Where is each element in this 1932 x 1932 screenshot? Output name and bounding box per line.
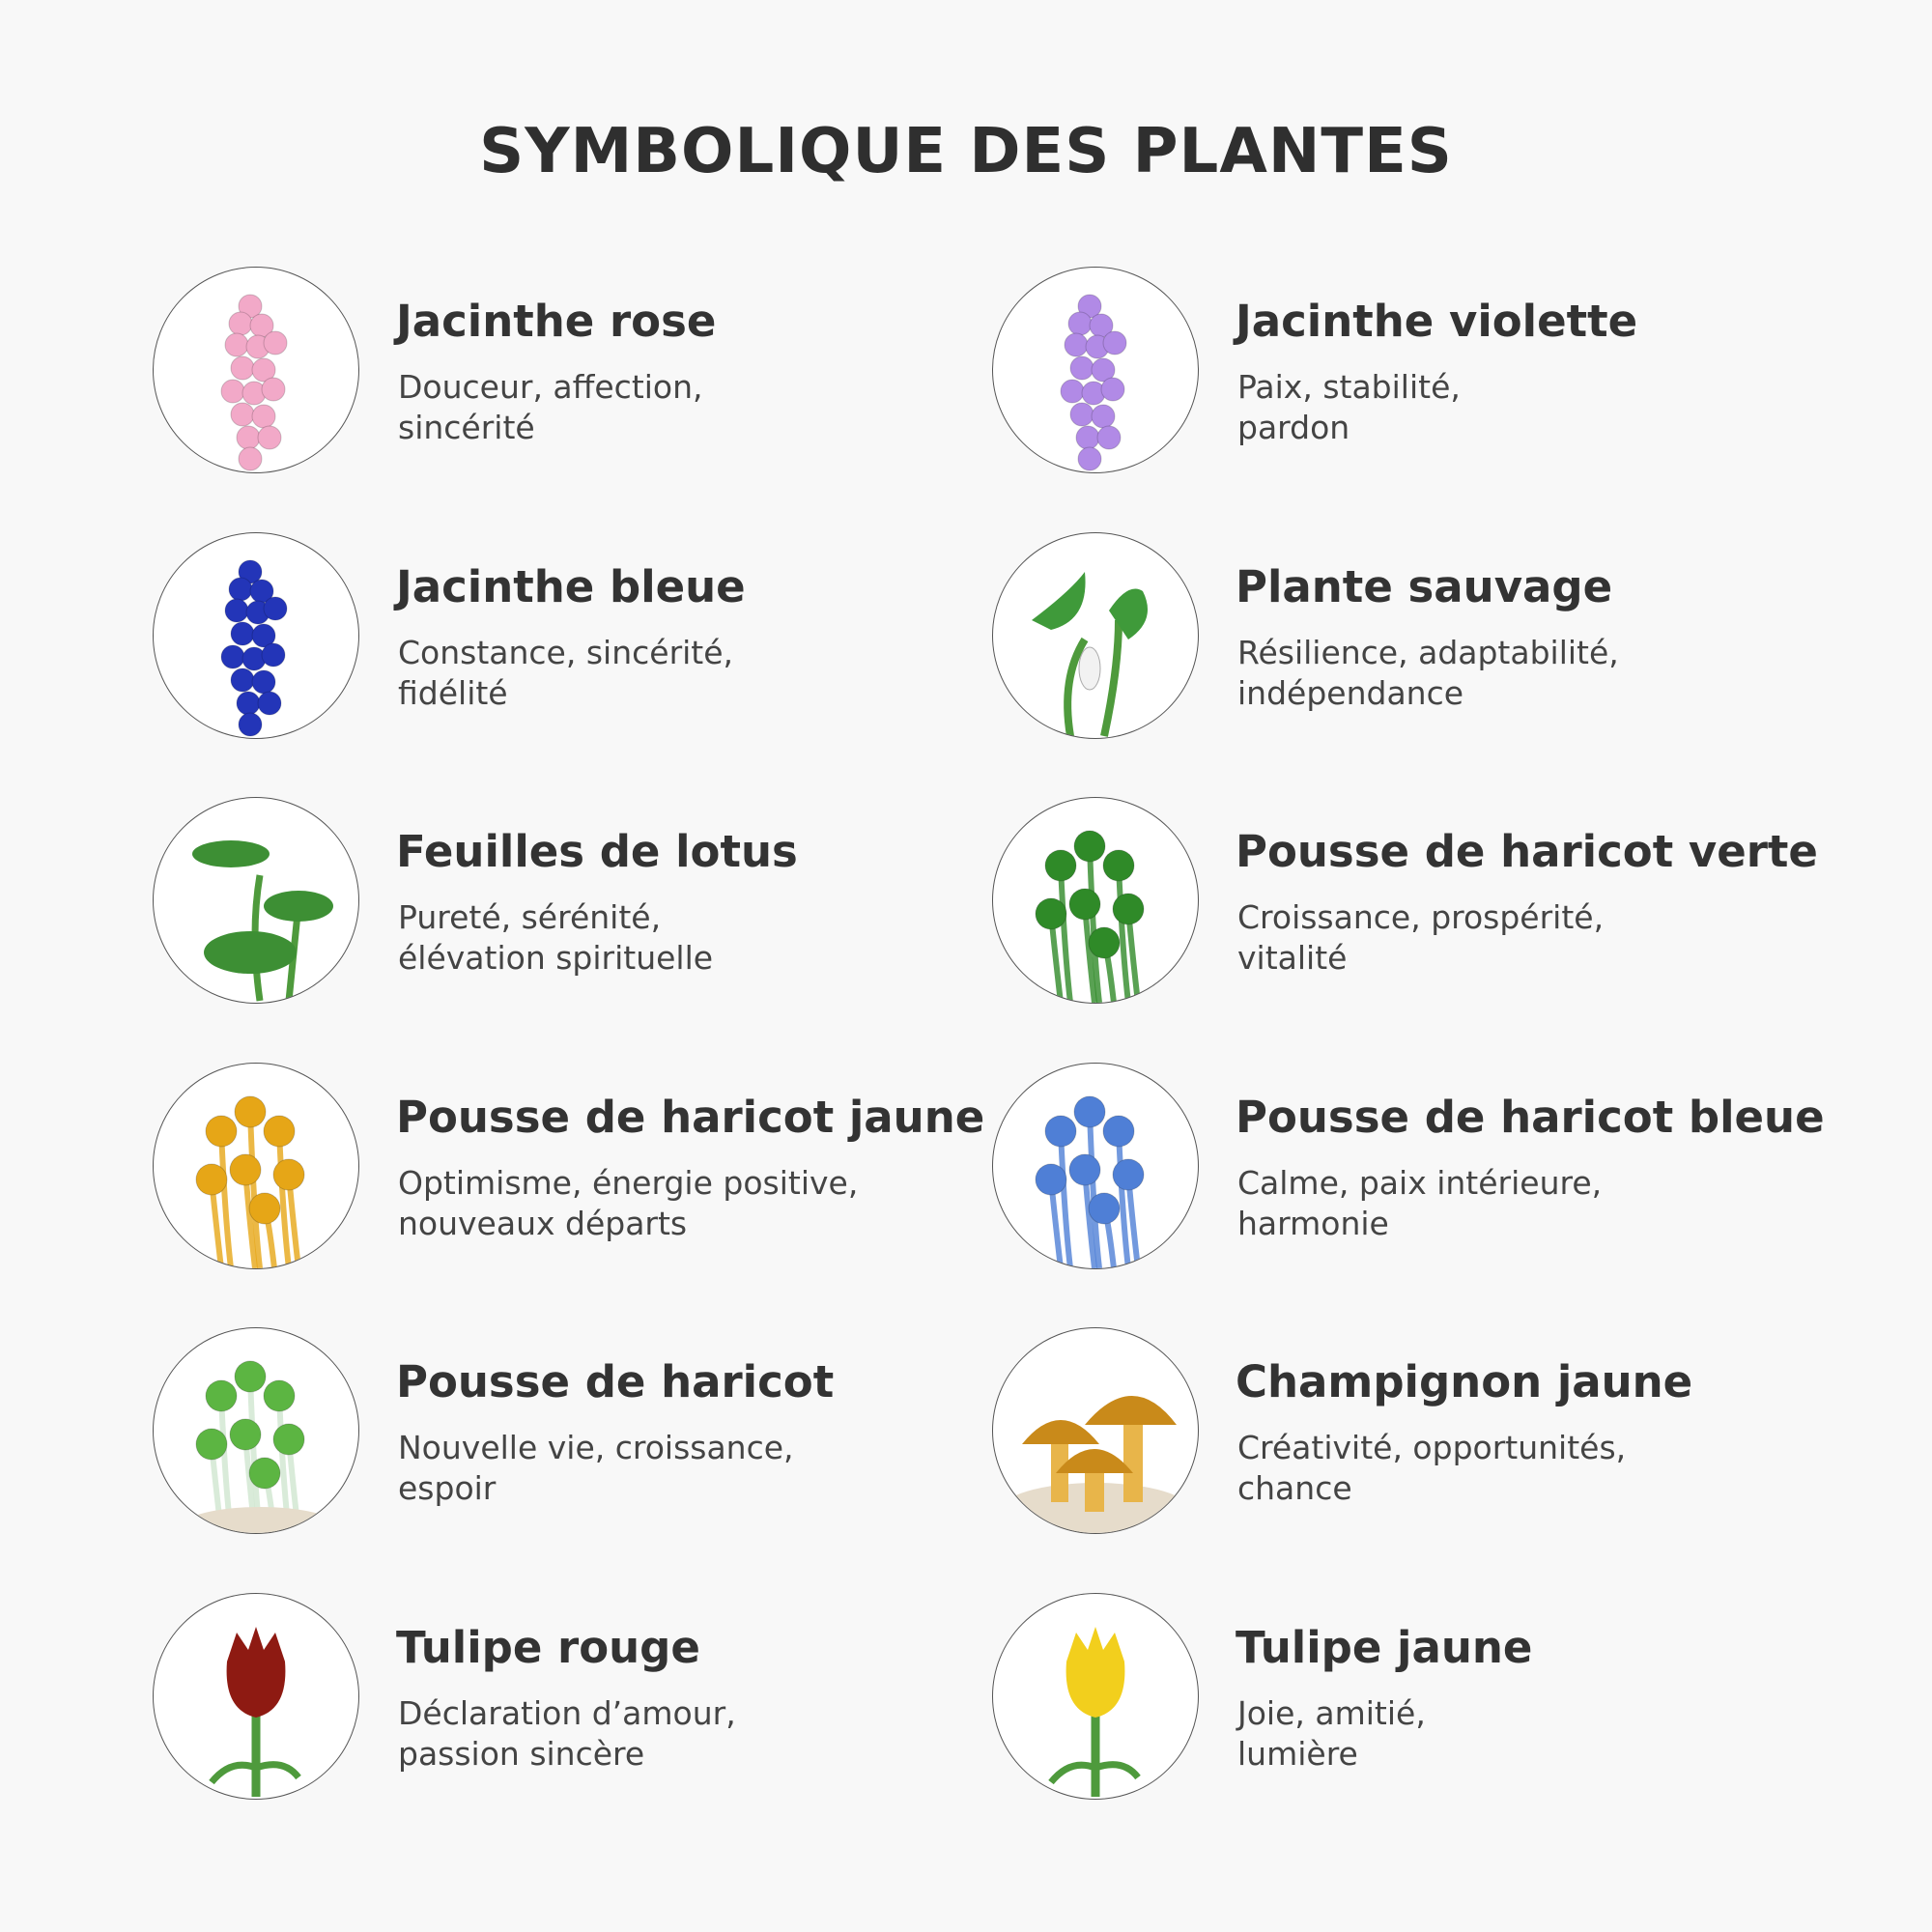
plant-name: Pousse de haricot verte [1236, 826, 1818, 877]
plant-description [1237, 367, 1461, 448]
plant-description-line: élévation spirituelle [398, 939, 714, 977]
plant-name: Tulipe rouge [396, 1622, 700, 1673]
plant-name: Plante sauvage [1236, 561, 1613, 612]
plant-description-line: Joie, amitié, [1237, 1694, 1426, 1732]
plant-description-line: Déclaration d’amour, [398, 1694, 736, 1732]
red-tulip-icon [153, 1593, 359, 1800]
plant-item-pousse-de-haricot-bleue [992, 1063, 1861, 1275]
plant-item-tulipe-rouge [153, 1593, 1022, 1805]
plant-description-line: nouveaux départs [398, 1205, 688, 1242]
yellow-mushroom-icon [992, 1327, 1199, 1534]
plant-description [398, 1163, 858, 1244]
bean-sprout-icon [153, 1327, 359, 1534]
plant-description [398, 367, 703, 448]
plant-name: Jacinthe violette [1236, 296, 1638, 347]
plant-description-line: Créativité, opportunités, [1237, 1429, 1627, 1466]
pink-hyacinth-icon [153, 267, 359, 473]
plant-description [398, 1428, 794, 1509]
plant-description-line: Douceur, affection, [398, 368, 703, 406]
plant-name: Tulipe jaune [1236, 1622, 1533, 1673]
plant-description-line: chance [1237, 1469, 1352, 1507]
plant-name: Pousse de haricot bleue [1236, 1092, 1825, 1143]
plant-description-line: Résilience, adaptabilité, [1237, 634, 1619, 671]
plant-description-line: passion sincère [398, 1735, 645, 1773]
plant-item-jacinthe-bleue [153, 532, 1022, 745]
wild-plant-icon [992, 532, 1199, 739]
plant-name: Jacinthe bleue [396, 561, 746, 612]
plant-description-line: sincérité [398, 409, 535, 446]
plant-item-champignon-jaune [992, 1327, 1861, 1540]
purple-hyacinth-icon [992, 267, 1199, 473]
plant-description [398, 633, 733, 714]
plant-item-feuilles-de-lotus [153, 797, 1022, 1009]
plant-description-line: Constance, sincérité, [398, 634, 734, 671]
plant-description [1237, 1163, 1602, 1244]
plant-description-line: Paix, stabilité, [1237, 368, 1461, 406]
plant-description-line: Calme, paix intérieure, [1237, 1164, 1603, 1202]
plant-name: Feuilles de lotus [396, 826, 798, 877]
plant-item-pousse-de-haricot-verte [992, 797, 1861, 1009]
plant-item-plante-sauvage [992, 532, 1861, 745]
plant-name: Jacinthe rose [396, 296, 717, 347]
yellow-bean-sprout-icon [153, 1063, 359, 1269]
plant-description-line: pardon [1237, 409, 1350, 446]
plant-item-tulipe-jaune [992, 1593, 1861, 1805]
plant-name: Champignon jaune [1236, 1356, 1693, 1407]
plant-description-line: fidélité [398, 674, 508, 712]
plant-description [1237, 897, 1604, 979]
plant-description-line: Optimisme, énergie positive, [398, 1164, 859, 1202]
plant-description-line: lumière [1237, 1735, 1358, 1773]
plant-description-line: indépendance [1237, 674, 1464, 712]
plant-item-jacinthe-rose [153, 267, 1022, 479]
plant-description [1237, 1428, 1626, 1509]
plant-description [1237, 1693, 1426, 1775]
plant-description-line: Croissance, prospérité, [1237, 898, 1605, 936]
plant-item-jacinthe-violette [992, 267, 1861, 479]
yellow-tulip-icon [992, 1593, 1199, 1800]
plant-name: Pousse de haricot [396, 1356, 835, 1407]
green-bean-sprout-icon [992, 797, 1199, 1004]
plant-description-line: vitalité [1237, 939, 1348, 977]
plant-description-line: Nouvelle vie, croissance, [398, 1429, 794, 1466]
plant-description-line: Pureté, sérénité, [398, 898, 662, 936]
plant-description-line: harmonie [1237, 1205, 1389, 1242]
plant-name: Pousse de haricot jaune [396, 1092, 985, 1143]
blue-hyacinth-icon [153, 532, 359, 739]
lotus-leaves-icon [153, 797, 359, 1004]
plant-description [1237, 633, 1619, 714]
blue-bean-sprout-icon [992, 1063, 1199, 1269]
plant-item-pousse-de-haricot [153, 1327, 1022, 1540]
plant-item-pousse-de-haricot-jaune [153, 1063, 1022, 1275]
page-title: SYMBOLIQUE DES PLANTES [479, 116, 1453, 187]
plant-description [398, 897, 713, 979]
plant-description [398, 1693, 736, 1775]
plant-description-line: espoir [398, 1469, 497, 1507]
